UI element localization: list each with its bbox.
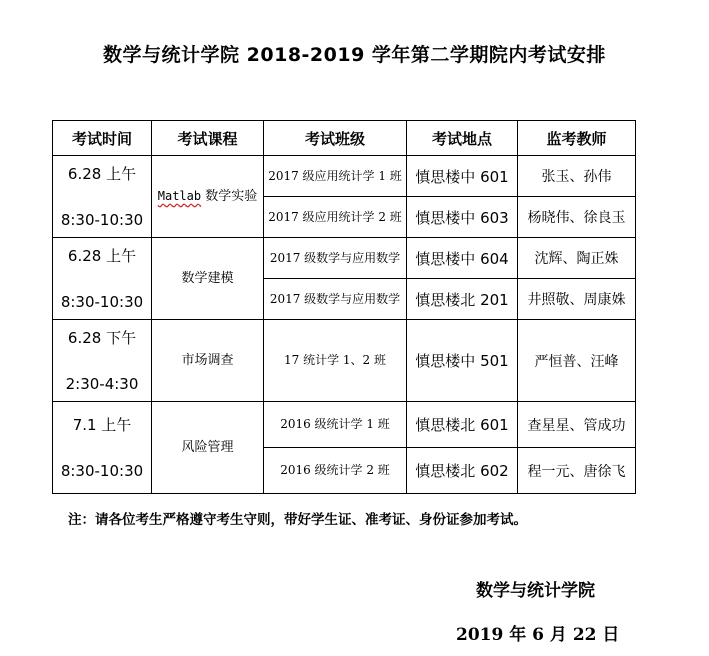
exam-class-cell: 2017 级应用统计学 1 班 — [264, 156, 407, 197]
header-exam-time: 考试时间 — [53, 121, 152, 156]
exam-place-cell: 慎思楼北 602 — [407, 448, 518, 494]
exam-time-cell — [53, 320, 152, 402]
exam-time-cell — [53, 156, 152, 238]
header-exam-class: 考试班级 — [264, 121, 407, 156]
exam-course-cell: 风险管理 — [152, 402, 264, 494]
invigilator-cell: 严恒普、汪峰 — [518, 320, 636, 402]
signature-date: 2019 年 6 月 22 日 — [456, 625, 620, 645]
exam-date: 7.1 上午 — [72, 415, 132, 434]
exam-date: 6.28 上午 — [67, 164, 137, 183]
header-exam-place: 考试地点 — [407, 121, 518, 156]
exam-hours: 8:30-10:30 — [60, 292, 144, 311]
invigilator-cell: 沈辉、陶正姝 — [518, 238, 636, 279]
document-title: 数学与统计学院 2018-2019 学年第二学期院内考试安排 — [103, 44, 606, 66]
exam-class-cell: 2017 级数学与应用数学 — [264, 279, 407, 320]
exam-class-cell: 2016 级统计学 2 班 — [264, 448, 407, 494]
exam-class-cell: 2016 级统计学 1 班 — [264, 402, 407, 448]
exam-class-cell: 2017 级应用统计学 2 班 — [264, 197, 407, 238]
exam-hours: 8:30-10:30 — [60, 210, 144, 229]
exam-place-cell: 慎思楼中 603 — [407, 197, 518, 238]
course-name-suffix: 数学实验 — [201, 189, 258, 204]
table-header-row — [53, 121, 636, 156]
invigilator-cell: 张玉、孙伟 — [518, 156, 636, 197]
exam-place-cell: 慎思楼中 601 — [407, 156, 518, 197]
exam-place-cell: 慎思楼北 201 — [407, 279, 518, 320]
exam-place-cell: 慎思楼中 501 — [407, 320, 518, 402]
exam-course-cell — [152, 156, 264, 238]
exam-date: 6.28 下午 — [67, 328, 137, 347]
exam-hours: 2:30-4:30 — [65, 374, 139, 393]
exam-note: 注：请各位考生严格遵守考生守则，带好学生证、准考证、身份证参加考试。 — [68, 512, 527, 528]
signature-organization: 数学与统计学院 — [476, 581, 595, 601]
exam-schedule-table — [52, 120, 636, 494]
invigilator-cell: 井照敬、周康姝 — [518, 279, 636, 320]
invigilator-cell: 杨晓伟、徐良玉 — [518, 197, 636, 238]
header-invigilator: 监考教师 — [518, 121, 636, 156]
exam-hours: 8:30-10:30 — [60, 461, 144, 480]
exam-time-cell — [53, 402, 152, 494]
exam-place-cell: 慎思楼中 604 — [407, 238, 518, 279]
header-exam-course: 考试课程 — [152, 121, 264, 156]
exam-date: 6.28 上午 — [67, 246, 137, 265]
table-row — [53, 320, 636, 402]
course-name-prefix: Matlab — [157, 189, 202, 203]
exam-class-cell: 2017 级数学与应用数学 — [264, 238, 407, 279]
table-row — [53, 238, 636, 279]
exam-course-cell: 市场调查 — [152, 320, 264, 402]
invigilator-cell: 程一元、唐徐飞 — [518, 448, 636, 494]
exam-place-cell: 慎思楼北 601 — [407, 402, 518, 448]
exam-course-cell: 数学建模 — [152, 238, 264, 320]
exam-class-cell: 17 统计学 1、2 班 — [264, 320, 407, 402]
exam-time-cell — [53, 238, 152, 320]
invigilator-cell: 查星星、管成功 — [518, 402, 636, 448]
table-row — [53, 156, 636, 197]
table-row — [53, 402, 636, 448]
